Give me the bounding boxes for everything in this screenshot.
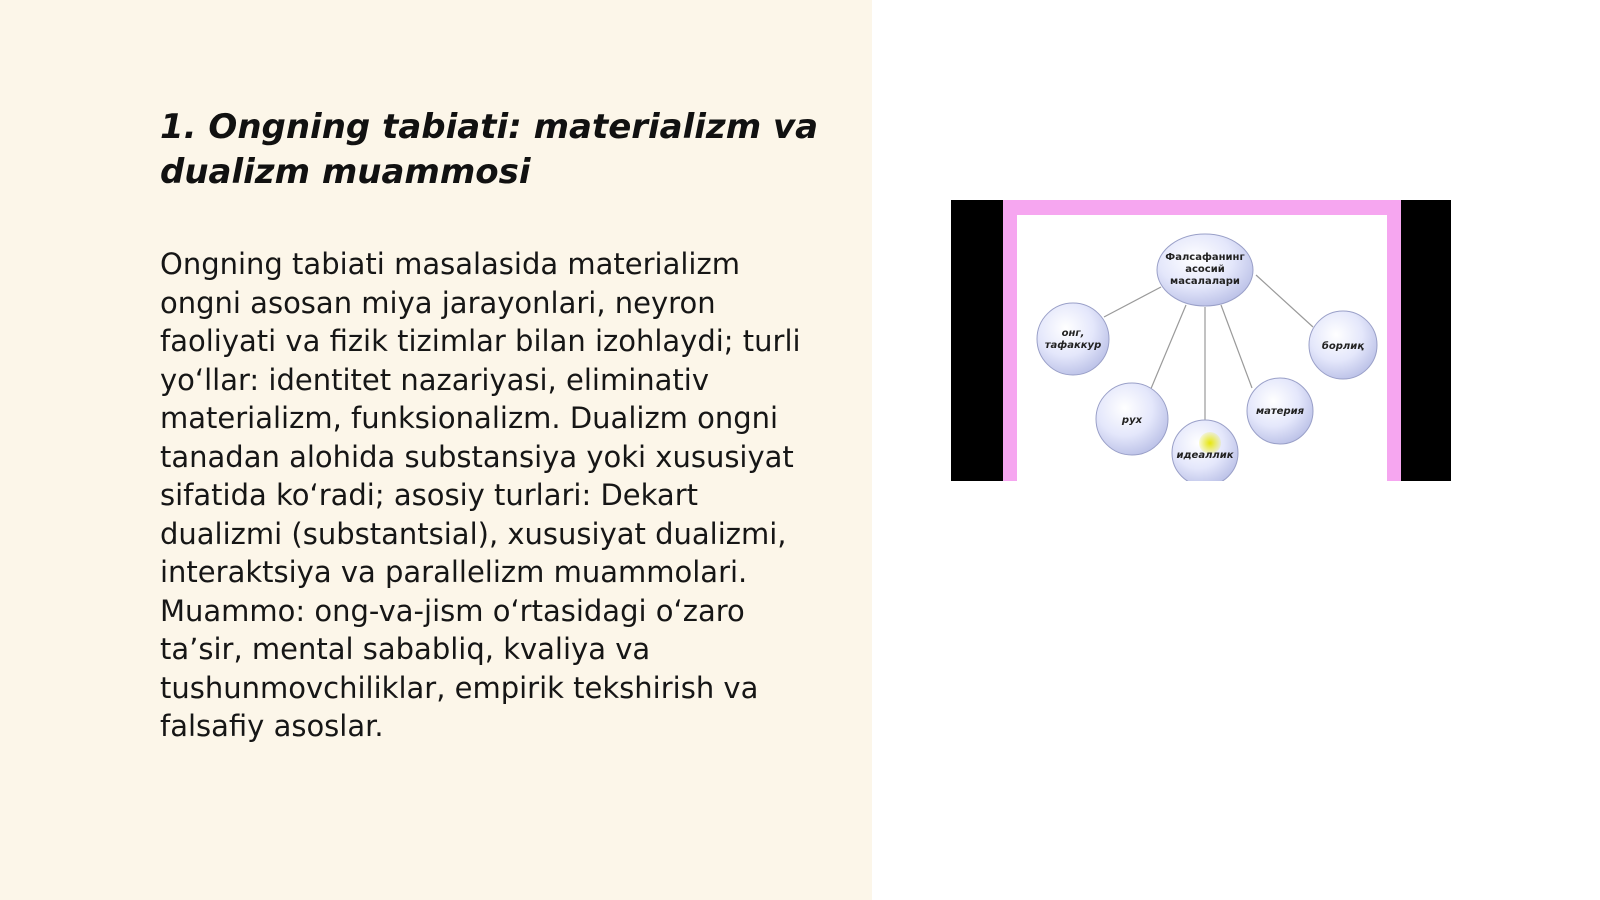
slide-body-text: Ongning tabiati masalasida materializm ongni asosan miya jarayonlari, neyron faoliyati va fizik tizimlar bilan izohlaydi; turli yo‘llar: identitet nazariyasi, eliminativ materializm, funksionalizm. Dualizm ongni tanadan alohida substansiya yoki xususiyat sifatida ko‘radi; asosiy turlari: Dekart dualizmi (substantsial), xususiyat dualizmi, interaktsiya va parallelizm muammolari. Muammo: ong-va-jism o‘rtasidagi o‘zaro ta’sir, mental sababliq, kvaliya va tushunmovchiliklar, empirik tekshirish va falsafiy asoslar. [160, 247, 801, 743]
node-borliq-label: борлиқ [1321, 341, 1365, 352]
center-node-label-1: Фалсафанинг [1165, 252, 1245, 263]
node-materiya [1247, 378, 1313, 444]
node-borliq [1309, 311, 1377, 379]
node-ong-label-2: тафаккур [1044, 340, 1102, 351]
node-ruh [1096, 383, 1168, 455]
center-node [1157, 234, 1253, 306]
center-node-label-3: масалалари [1170, 276, 1240, 287]
embedded-video-frame[interactable] [951, 200, 1451, 481]
philosophy-diagram [951, 200, 1451, 481]
node-ong-label-1: онг, [1061, 328, 1085, 339]
slide-title: 1. Ongning tabiati: materializm va dualizm muammosi [160, 107, 819, 192]
node-ruh-label: рух [1121, 415, 1143, 426]
node-ong [1037, 303, 1109, 375]
node-idealizm [1172, 420, 1238, 481]
node-materiya-label: материя [1255, 406, 1305, 417]
center-node-label-2: асосий [1185, 264, 1225, 275]
node-idealizm-label: идеаллик [1176, 450, 1234, 461]
